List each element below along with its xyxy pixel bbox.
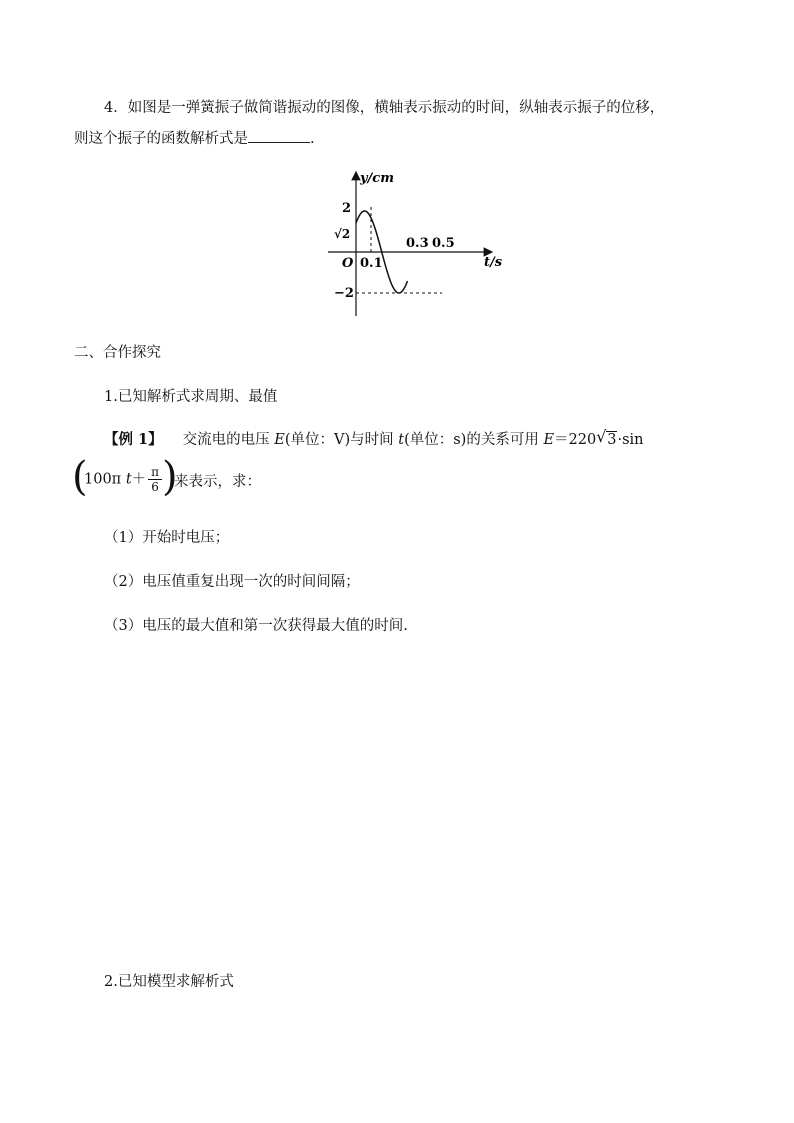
eq-mid: ＝220 [554,432,597,448]
oscillation-graph [320,168,520,323]
subsection-1-heading: 1.已知解析式求周期、最值 [104,389,278,405]
x-axis-label: t/s [484,255,503,270]
sqrt-arg: 3 [607,432,617,448]
example-tag: 【例 1】 [104,431,163,448]
frac-numerator: π [148,465,162,480]
problem4-line2 [74,128,315,149]
problem4-line2-period: . [310,131,315,147]
question-3: （3）电压的最大值和第一次获得最大值的时间. [104,618,408,634]
tick-label-yminus2: −2 [334,286,354,301]
eq-E: E [543,432,555,448]
section-heading: 二、合作探究 [74,345,161,361]
answer-blank[interactable] [248,128,310,143]
eq-sin: ·sin [617,432,644,448]
origin-label: O [342,256,354,271]
sqrt-symbol: √ 3 [596,427,617,448]
question-1: （1）开始时电压； [104,530,230,546]
tick-label-x03: 0.3 [406,236,429,251]
fraction-pi-over-6 [148,465,162,494]
example1-line2-tail: 来表示，求： [174,474,261,490]
example-text-c: (单位：s)的关系可用 [404,432,544,448]
tick-label-ysqrt2: √2 [334,227,351,241]
example-text-a: 交流电的电压 [182,432,275,448]
question-2: （2）电压值重复出现一次的时间间隔； [104,574,360,590]
plus-sign: ＋ [131,471,147,488]
tick-label-x01: 0.1 [360,256,383,271]
example1-line1 [104,427,644,450]
subsection-2-heading: 2.已知模型求解析式 [104,974,234,990]
problem4-line1: 4．如图是一弹簧振子做简谐振动的图像，横轴表示振动的时间，纵轴表示振子的位移， [104,100,665,116]
frac-denominator: 6 [151,480,159,494]
right-paren: ) [162,454,178,500]
example-text-b: (单位：V)与时间 [284,432,399,448]
tick-label-x05: 0.5 [432,236,455,251]
y-axis-label: y/cm [360,171,394,186]
var-E: E [274,432,285,448]
left-paren: ( [72,454,88,500]
var-t: t [398,432,405,448]
line2-var-t: t [125,471,132,488]
example1-line2 [84,465,164,494]
coef-100pi: 100π [84,471,122,488]
problem4-line2-text: 则这个振子的函数解析式是 [74,131,248,147]
tick-label-y2: 2 [342,201,352,216]
